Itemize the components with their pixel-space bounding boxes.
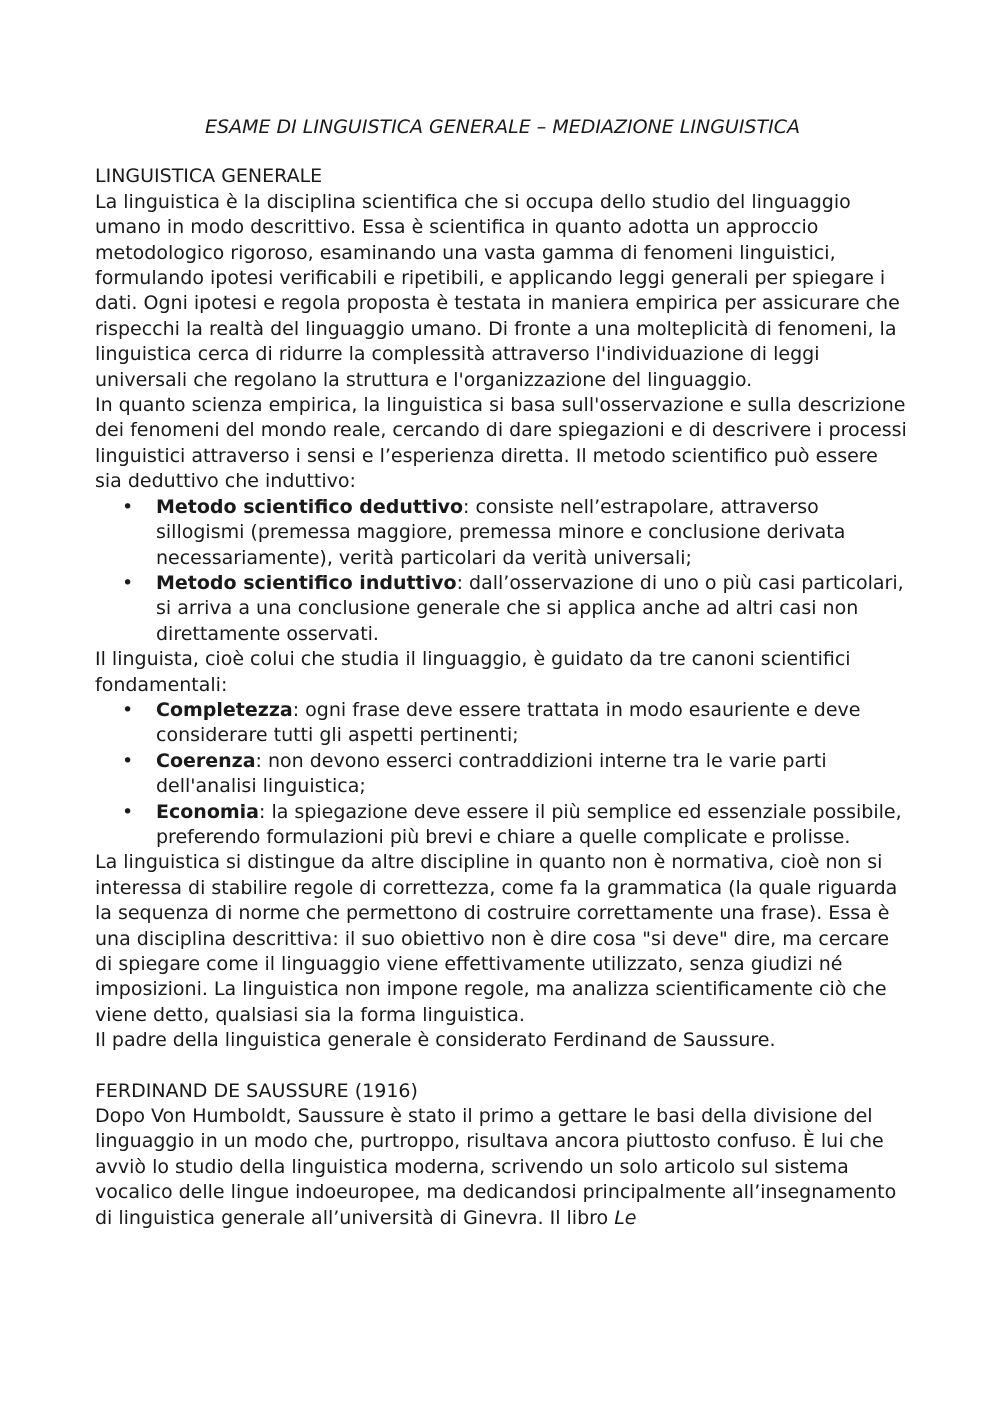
definition-deductive: : consiste nell’estrapolare, attraverso sillogismi (premessa maggiore, premessa minore e conclusione derivata necessariamente), verità particolari da verità universali; <box>156 495 846 569</box>
section-heading-linguistica-generale: LINGUISTICA GENERALE <box>95 165 323 188</box>
term-coerenza: Coerenza <box>156 749 256 772</box>
section-spacer <box>95 1054 910 1079</box>
document-page <box>95 115 910 1231</box>
paragraph-empirical-science: In quanto scienza empirica, la linguistica si basa sull'osservazione e sulla descrizione dei fenomeni del mondo reale, cercando di dare spiegazioni e di descrivere i processi linguistici attraverso i sensi e l’esperienza diretta. Il metodo scientifico può essere sia deduttivo che induttivo: <box>95 394 907 493</box>
section-heading-saussure: FERDINAND DE SAUSSURE (1916) <box>95 1079 418 1102</box>
list-item-completezza <box>156 698 910 749</box>
definition-coerenza: : non devono esserci contraddizioni interne tra le varie parti dell'analisi linguistica; <box>156 749 827 798</box>
list-item-deductive-method <box>156 495 910 571</box>
paragraph-descriptive-discipline: La linguistica si distingue da altre discipline in quanto non è normativa, cioè non si interessa di stabilire regole di correttezza, come fa la grammatica (la quale riguarda la sequenza di norme che permettono di costruire correttamente una frase). Essa è una disciplina descrittiva: il suo obiettivo non è dire cosa "si deve" dire, ma cercare di spiegare come il linguaggio viene effettivamente utilizzato, senza giudizi né imposizioni. La linguistica non impone regole, ma analizza scientificamente ciò che viene detto, qualsiasi sia la forma linguistica. <box>95 851 898 1026</box>
definition-economia: : la spiegazione deve essere il più semplice ed essenziale possibile, preferendo formulazioni più brevi e chiare a quelle complicate e prolisse. <box>156 800 902 848</box>
saussure-intro-text: Dopo Von Humboldt, Saussure è stato il primo a gettare le basi della divisione del linguaggio in un modo che, purtroppo, risultava ancora piuttosto confuso. È lui che avviò lo studio della linguistica moderna, scrivendo un solo articolo sul sistema vocalico delle lingue indoeuropee, ma dedicandosi principalmente all’insegnamento di linguistica generale all’università di Ginevra. Il libro <box>95 1105 897 1229</box>
canons-list <box>95 698 910 850</box>
paragraph-linguist-canons: Il linguista, cioè colui che studia il linguaggio, è guidato da tre canoni scientifici fondamentali: <box>95 648 851 696</box>
paragraph-father-of-linguistics: Il padre della linguistica generale è considerato Ferdinand de Saussure. <box>95 1029 776 1052</box>
term-deductive: Metodo scientifico deduttivo <box>156 495 464 518</box>
paragraph-definition: La linguistica è la disciplina scientifica che si occupa dello studio del linguaggio umano in modo descrittivo. Essa è scientifica in quanto adotta un approccio metodologico rigoroso, esaminando una vasta gamma di fenomeni linguistici, formulando ipotesi verificabili e ripetibili, e applicando leggi generali per spiegare i dati. Ogni ipotesi e regola proposta è testata in maniera empirica per assicurare che rispecchi la realtà del linguaggio umano. Di fronte a una molteplicità di fenomeni, la linguistica cerca di ridurre la complessità attraverso l'individuazione di leggi universali che regolano la struttura e l'organizzazione del linguaggio. <box>95 190 900 391</box>
book-title-fragment: Le <box>614 1206 637 1229</box>
term-inductive: Metodo scientifico induttivo <box>156 571 457 594</box>
definition-inductive: : dall’osservazione di uno o più casi particolari, si arriva a una conclusione generale che si applica anche ad altri casi non direttamente osservati. <box>156 571 904 645</box>
definition-completezza: : ogni frase deve essere trattata in modo esauriente e deve considerare tutti gli aspetti pertinenti; <box>156 698 861 747</box>
methods-list <box>95 495 910 647</box>
document-title: ESAME DI LINGUISTICA GENERALE – MEDIAZIONE LINGUISTICA <box>205 116 800 138</box>
term-completezza: Completezza <box>156 698 293 721</box>
list-item-coerenza <box>156 749 910 800</box>
term-economia: Economia <box>156 800 260 823</box>
paragraph-saussure-intro <box>95 1104 910 1231</box>
list-item-economia <box>156 800 910 851</box>
list-item-inductive-method <box>156 571 910 647</box>
